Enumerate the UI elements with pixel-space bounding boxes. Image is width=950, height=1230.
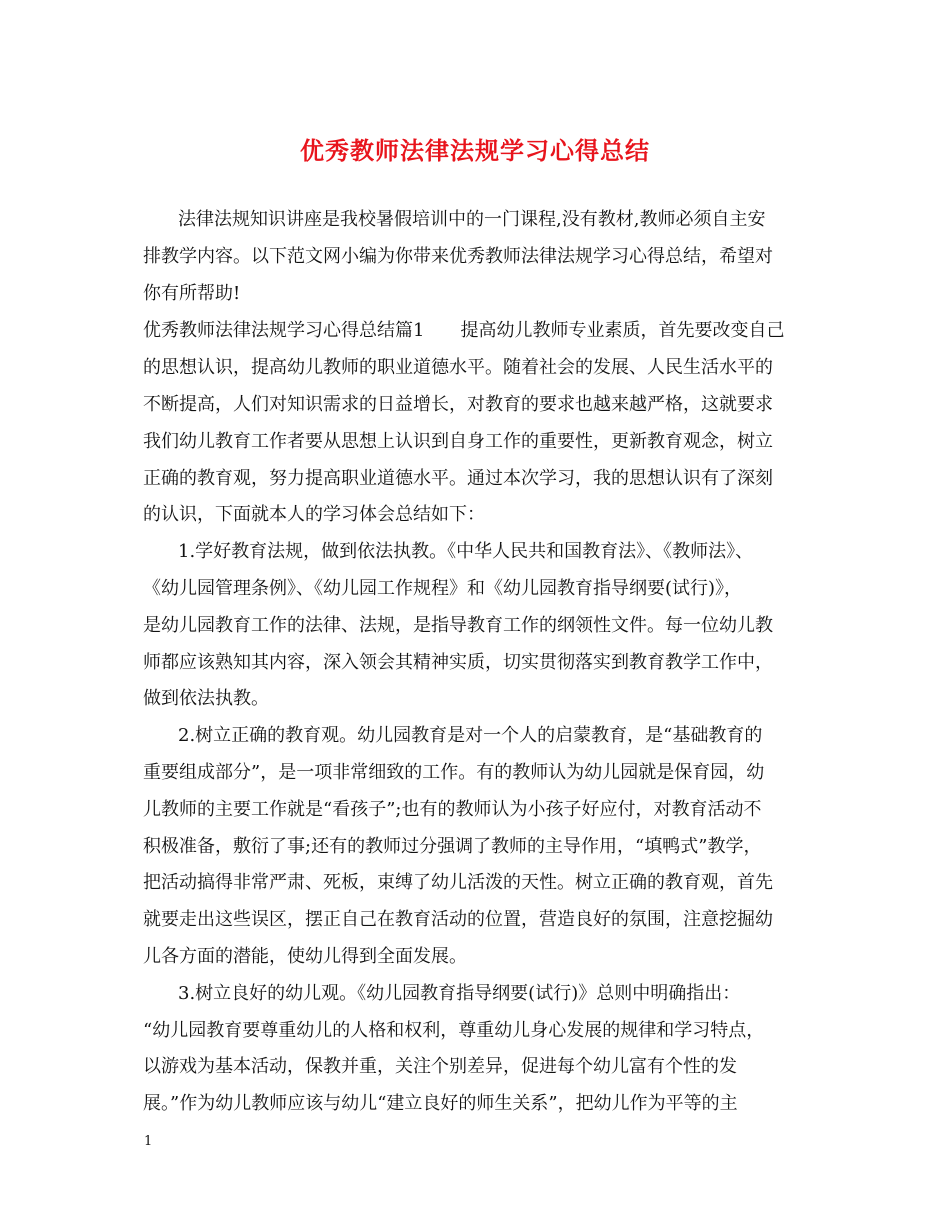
text-line: 就要走出这些误区，摆正自己在教育活动的位置，营造良好的氛围，注意挖掘幼 [143, 909, 773, 930]
text-line: “幼儿园教育要尊重幼儿的人格和权利，尊重幼儿身心发展的规律和学习特点， [143, 1020, 765, 1041]
text-line: 《幼儿园管理条例》、《幼儿园工作规程》和《幼儿园教育指导纲要(试行)》， [143, 578, 743, 599]
page-number: 1 [144, 1134, 153, 1149]
text-line: 重要组成部分”，是一项非常细致的工作。有的教师认为幼儿园就是保育园，幼 [143, 762, 765, 783]
text-line: 优秀教师法律法规学习心得总结篇1 提高幼儿教师专业素质，首先要改变自己 [143, 320, 785, 341]
document-title: 优秀教师法律法规学习心得总结 [300, 137, 650, 165]
text-line: 你有所帮助! [143, 283, 241, 304]
text-line: 1.学好教育法规，做到依法执教。《中华人民共和国教育法》、《教师法》、 [178, 541, 754, 562]
text-line: 法律法规知识讲座是我校暑假培训中的一门课程,没有教材,教师必须自主安 [178, 209, 766, 230]
text-line: 我们幼儿教育工作者要从思想上认识到自身工作的重要性，更新教育观念，树立 [143, 431, 773, 452]
text-line: 积极准备，敷衍了事;还有的教师过分强调了教师的主导作用，“填鸭式”教学， [143, 836, 762, 857]
text-line: 以游戏为基本活动，保教并重，关注个别差异，促进每个幼儿富有个性的发 [143, 1056, 737, 1077]
text-line: 做到依法执教。 [143, 688, 269, 709]
text-line: 儿教师的主要工作就是“看孩子”;也有的教师认为小孩子好应付，对教育活动不 [143, 799, 762, 820]
text-line: 的认识，下面就本人的学习体会总结如下： [143, 504, 485, 525]
text-line: 正确的教育观，努力提高职业道德水平。通过本次学习，我的思想认识有了深刻 [143, 468, 773, 489]
text-line: 2.树立正确的教育观。幼儿园教育是对一个人的启蒙教育，是“基础教育的 [178, 725, 763, 746]
text-line: 排教学内容。以下范文网小编为你带来优秀教师法律法规学习心得总结，希望对 [143, 246, 773, 267]
text-line: 是幼儿园教育工作的法律、法规，是指导教育工作的纲领性文件。每一位幼儿教 [143, 615, 773, 636]
text-line: 3.树立良好的幼儿观。《幼儿园教育指导纲要(试行)》总则中明确指出： [178, 983, 741, 1004]
text-line: 展。”作为幼儿教师应该与幼儿“建立良好的师生关系”，把幼儿作为平等的主 [143, 1093, 738, 1114]
text-line: 把活动搞得非常严肃、死板，束缚了幼儿活泼的天性。树立正确的教育观，首先 [143, 872, 773, 893]
text-line: 不断提高，人们对知识需求的日益增长，对教育的要求也越来越严格，这就要求 [143, 394, 773, 415]
text-line: 的思想认识，提高幼儿教师的职业道德水平。随着社会的发展、人民生活水平的 [143, 357, 773, 378]
text-line: 儿各方面的潜能，使幼儿得到全面发展。 [143, 946, 467, 967]
text-line: 师都应该熟知其内容，深入领会其精神实质，切实贯彻落实到教育教学工作中， [143, 652, 773, 673]
